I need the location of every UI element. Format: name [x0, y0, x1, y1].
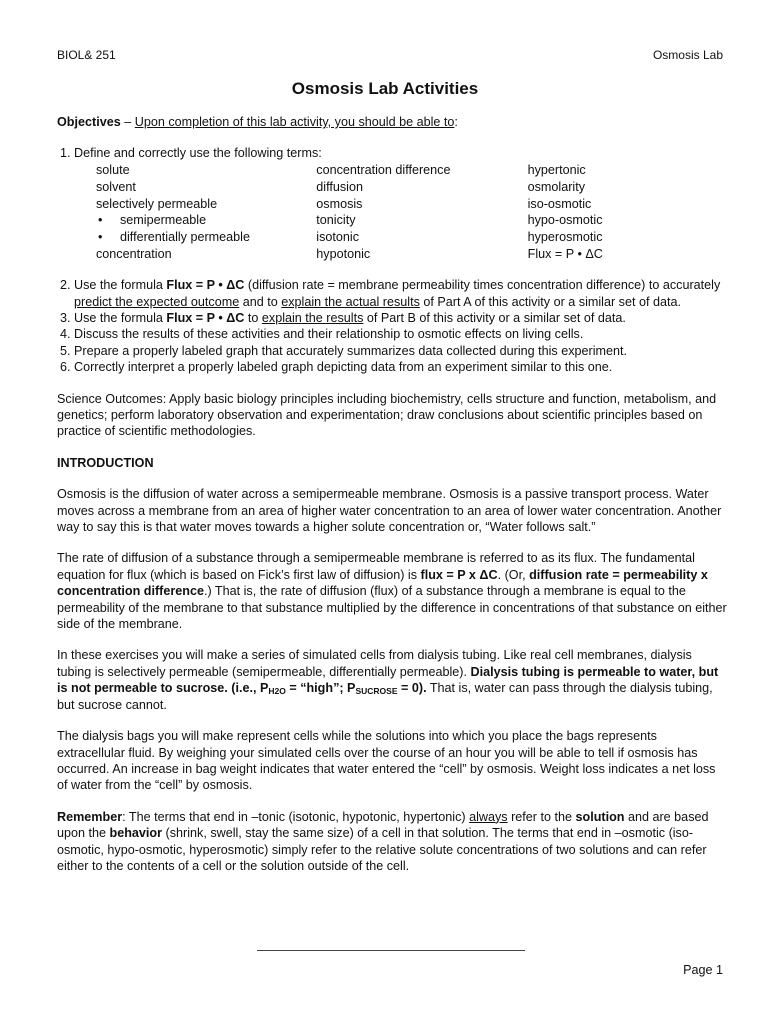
objective-3 — [74, 310, 727, 326]
terms-column-2 — [316, 162, 527, 263]
intro-paragraph-2 — [57, 550, 727, 632]
flux-formula: Flux = P • ΔC — [166, 278, 245, 293]
term: concentration — [96, 247, 172, 262]
term: solute — [96, 162, 130, 177]
paragraph-text: . (Or, — [497, 567, 530, 582]
header-course: BIOL& 251 — [57, 48, 116, 62]
paragraph-text: The rate of diffusion of a substance through a semipermeable membrane is referred to as its flux. The fundamental equation for flux (which is based on Fick’s first law of diffusion) is — [57, 551, 695, 582]
document-body — [57, 114, 727, 874]
objective-6: 6. Correctly interpret a properly labeled graph depicting data from an experiment similar to this one. — [74, 359, 727, 375]
objective-3-text: Use the formula — [74, 310, 167, 325]
terms-column-1 — [96, 162, 316, 263]
paragraph-text: : The terms that end in –tonic (isotonic, hypotonic, hypertonic) — [122, 809, 470, 824]
intro-paragraph-3 — [57, 647, 727, 713]
objectives-label: Objectives — [57, 115, 121, 129]
page-title: Osmosis Lab Activities — [291, 79, 479, 98]
page-number: Page 1 — [683, 963, 723, 977]
objective-2-text: of Part A of this activity or a similar set of data. — [419, 294, 681, 309]
objective-2-underlined: predict the expected outcome — [74, 294, 240, 309]
diffusion-rate-equation: diffusion rate = permeability x concentration difference — [57, 567, 708, 599]
intro-paragraph-5 — [57, 809, 727, 875]
objective-4: 4. Discuss the results of these activities and their relationship to osmotic effects on living cells. — [74, 326, 727, 342]
objective-2-text: Use the formula — [74, 278, 167, 293]
objective-2-text: (diffusion rate = membrane permeability times concentration difference) to accurately — [244, 278, 721, 293]
footnote-divider — [257, 950, 525, 951]
objectives-line — [57, 114, 727, 130]
objective-3-underlined: explain the results — [261, 310, 364, 325]
objectives-dash: – — [120, 115, 135, 129]
bold-text: Dialysis tubing is permeable to water, but is not permeable to sucrose. (i.e., P — [57, 664, 719, 696]
bold-text: = 0). — [397, 681, 427, 696]
term: selectively permeable — [96, 196, 218, 211]
term-bulleted: • semipermeable — [96, 212, 316, 229]
objectives-list — [57, 145, 727, 375]
term: hyperosmotic — [527, 230, 603, 245]
paragraph-text: refer to the — [507, 809, 576, 824]
remember-label: Remember — [57, 809, 123, 824]
terms-table — [96, 162, 727, 263]
term: solvent — [96, 179, 136, 194]
intro-paragraph-1: Osmosis is the diffusion of water across a semipermeable membrane. Osmosis is a passive transport process. Water moves across a membrane from an area of higher water concentration to an area of lower water concentration. Another way to say this is that water moves towards a higher solute concentration or, “Water follows salt.” — [57, 487, 722, 535]
term: diffusion — [316, 179, 363, 194]
objective-3-text: of Part B of this activity or a similar set of data. — [363, 310, 626, 325]
paragraph-text: (shrink, swell, stay the same size) of a cell in that solution. The terms that end in –osmotic (iso-osmotic, hypo-osmotic, hyperosmotic) simply refer to the relative solute concentrations of two solutions and can refer either to the contents of a cell or the solution outside of the cell. — [57, 826, 707, 873]
term: hypo-osmotic — [527, 213, 603, 228]
objective-2 — [74, 277, 727, 310]
bold-text: solution — [575, 809, 625, 824]
term: iso-osmotic — [527, 196, 592, 211]
introduction-heading: INTRODUCTION — [57, 455, 154, 470]
paragraph-text: .) That is, the rate of diffusion (flux) of a substance through a membrane is equal to the permeability of the membrane to that substance multiplied by the difference in concentrations of that substance on either side of the membrane. — [57, 584, 727, 632]
bold-text: behavior — [109, 826, 163, 841]
term: tonicity — [316, 213, 356, 228]
paragraph-text: In these exercises you will make a series of simulated cells from dialysis tubing. Like real cell membranes, dialysis tubing is selectively permeable (semipermeable, differentially permeable). — [57, 648, 692, 679]
objectives-colon: : — [454, 115, 458, 129]
terms-column-3 — [528, 162, 727, 263]
paragraph-text: That is, water can pass through the dialysis tubing, but sucrose cannot. — [57, 681, 713, 712]
objective-1 — [74, 145, 727, 277]
objective-2-text: and to — [239, 294, 282, 309]
term: osmosis — [316, 196, 363, 211]
science-outcomes: Science Outcomes: Apply basic biology principles including biochemistry, cells structure and function, metabolism, and genetics; perform laboratory observation and experimentation; draw conclusions about scientific principles based on practice of scientific methodologies. — [57, 391, 717, 439]
term: isotonic — [316, 230, 359, 245]
objective-2-underlined: explain the actual results — [281, 294, 420, 309]
term: hypotonic — [316, 247, 371, 262]
term: Flux = P • ΔC — [527, 247, 603, 262]
term: concentration difference — [316, 162, 451, 177]
flux-formula: Flux = P • ΔC — [166, 310, 245, 325]
objectives-intro: Upon completion of this lab activity, you should be able to — [134, 115, 455, 129]
term-bulleted: • differentially permeable — [96, 229, 316, 246]
flux-equation: flux = P x ΔC — [420, 567, 498, 582]
objective-5: 5. Prepare a properly labeled graph that accurately summarizes data collected during this experiment. — [74, 343, 727, 359]
intro-paragraph-4: The dialysis bags you will make represent cells while the solutions into which you place the bags represents extracellular fluid. By weighing your simulated cells over the course of an hour you will be able to tell if osmosis has occurred. An increase in bag weight indicates that water entered the “cell” by osmosis. Weight loss indicates a net loss of water from the “cell” by osmosis. — [57, 729, 716, 793]
paragraph-text: and are based upon the — [57, 809, 709, 841]
subscript-sucrose: SUCROSE — [355, 686, 398, 697]
objective-1-text: Define and correctly use the following terms: — [74, 146, 322, 161]
term: osmolarity — [527, 179, 586, 194]
bold-text: = “high”; P — [285, 681, 356, 696]
term: hypertonic — [527, 162, 586, 177]
underlined-text: always — [469, 809, 508, 824]
subscript-h2o: H2O — [268, 686, 286, 697]
objective-3-text: to — [244, 310, 262, 325]
header-lab-name: Osmosis Lab — [652, 48, 723, 62]
